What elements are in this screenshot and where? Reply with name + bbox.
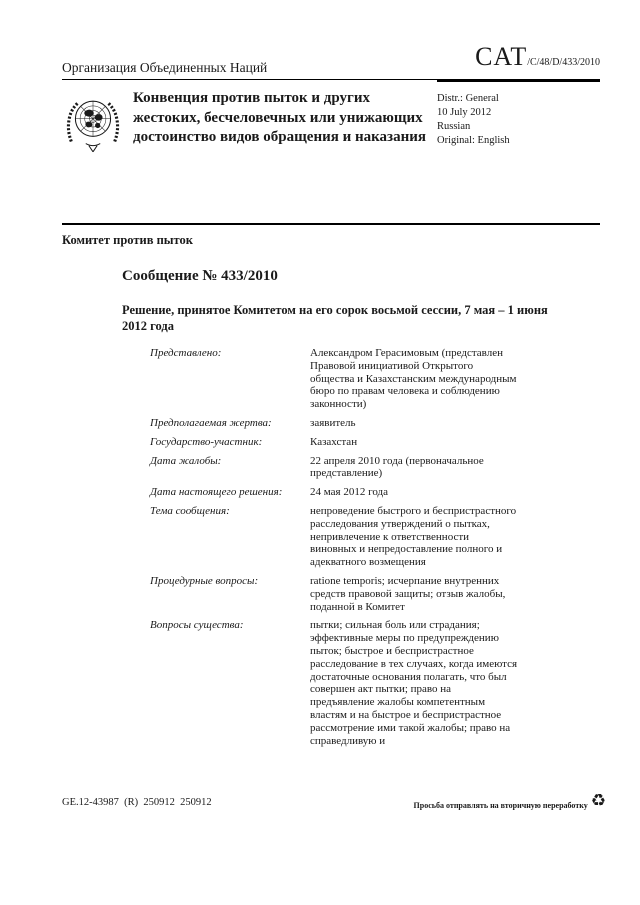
table-row [150,575,600,613]
doc-symbol-main: CAT [475,42,528,71]
recycle-note-label: Просьба отправлять на вторичную переработку [413,801,588,810]
row-label: Процедурные вопросы: [150,574,259,587]
table-row [150,505,600,569]
org-name: Организация Объединенных Наций [62,60,268,75]
row-value: пытки; сильная боль или страдания; эффективные меры по предупреждению пыток; быстрое и беспристрастное расследование в тех случаях, когда имеются достаточные основания полагать, что был совершен акт пытки; право на предъявление жалобы компетентным властям и на быстрое и беспристрастное рассмотрение ими такой жалобы; право на справедливую и [310,619,518,747]
row-label: Государство-участник: [150,435,263,448]
date-line: 10 July 2012 [437,107,492,118]
doc-symbol [475,44,600,76]
table-row [150,455,600,481]
table-row [150,347,600,411]
table-row [150,436,600,449]
case-details-table [150,347,600,747]
decision-heading: Решение, принятое Комитетом на его сорок восьмой сессии, 7 мая – 1 июня 2012 года [122,303,548,333]
row-value: 24 мая 2012 года [310,486,388,499]
masthead [62,89,600,161]
un-emblem-icon [62,91,124,161]
row-value: заявитель [310,416,356,429]
recycle-note [413,791,606,814]
original-line: Original: English [437,135,510,146]
header-thick-rule [437,79,600,82]
page-footer [62,791,606,814]
row-label: Тема сообщения: [150,504,230,517]
row-label: Дата жалобы: [150,454,222,467]
convention-title: Конвенция против пыток и других жестоких, бесчеловечных или унижающих достоинство видов обращения и наказания [133,90,426,145]
recycle-icon: ♻ [590,791,606,811]
section-divider [62,223,600,225]
language-line: Russian [437,121,471,132]
row-value: ratione temporis; исчерпание внутренних средств правовой защиты; отзыв жалобы, поданной в Комитет [310,574,506,613]
row-label: Предполагаемая жертва: [150,416,272,429]
distribution-block [437,89,600,161]
row-label: Представлено: [150,347,222,359]
table-row [150,619,600,747]
table-row [150,486,600,499]
communication-heading: Сообщение № 433/2010 [122,268,278,284]
row-value: 22 апреля 2010 года (первоначальное представление) [310,454,484,480]
committee-heading: Комитет против пыток [62,233,193,247]
row-label: Вопросы существа: [150,619,244,632]
document-header [62,44,600,80]
row-value: Казахстан [310,435,358,448]
body-content [122,268,600,747]
job-number: GE.12-43987 (R) 250912 250912 [62,797,212,808]
row-value: непроведение быстрого и беспристрастного расследования утверждений о пытках, непривлечение к ответственности виновных и непредоставление полного и адекватного возмещения [310,504,517,569]
row-value: Александром Герасимовым (представлен Правовой инициативой Открытого общества и Казахстанским международным бюро по правам человека и соблюдению законности) [310,347,517,411]
row-label: Дата настоящего решения: [150,486,283,499]
table-row [150,417,600,430]
distr-line: Distr.: General [437,93,499,104]
doc-symbol-suffix: /C/48/D/433/2010 [527,57,600,68]
